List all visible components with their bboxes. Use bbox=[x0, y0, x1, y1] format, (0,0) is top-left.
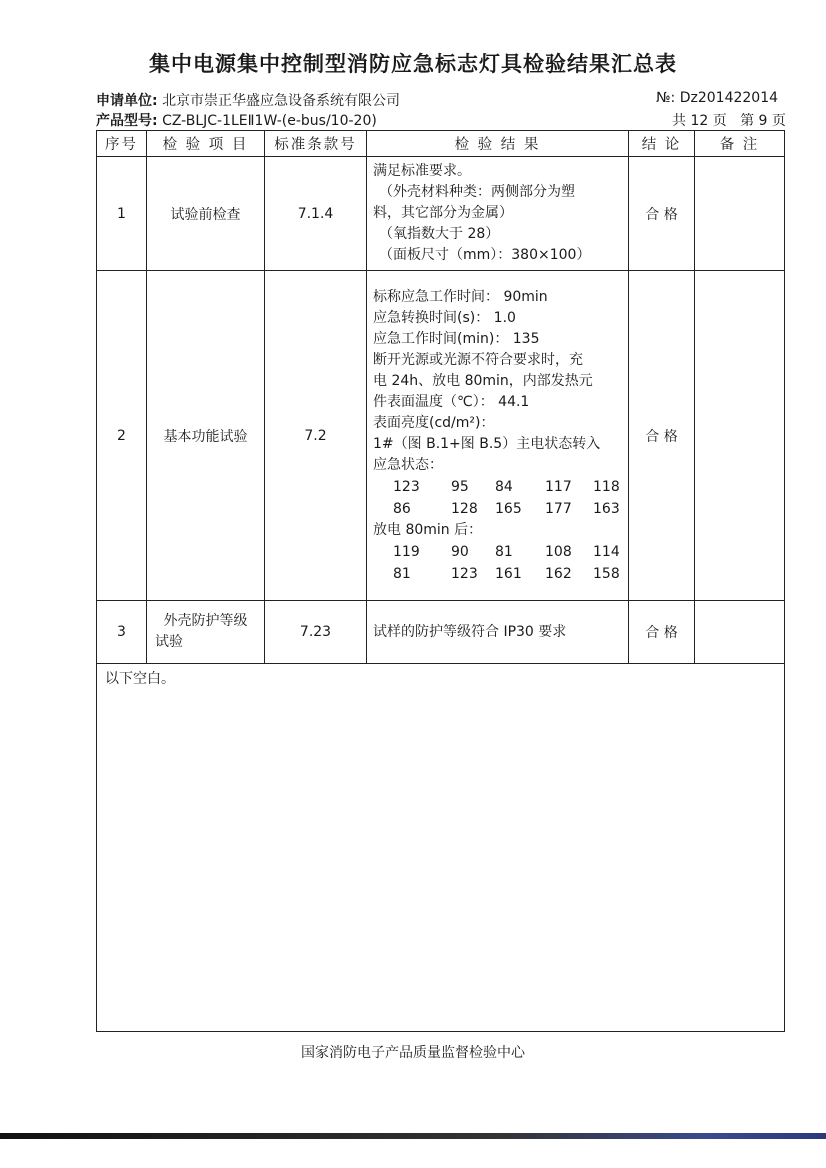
row-result bbox=[367, 271, 629, 601]
row-conclusion: 合 格 bbox=[629, 157, 695, 271]
model-line bbox=[96, 110, 377, 130]
luminance-value: 81 bbox=[495, 543, 513, 560]
col-header-result: 检 验 结 果 bbox=[367, 131, 629, 157]
row-no: 3 bbox=[97, 601, 147, 664]
luminance-value: 163 bbox=[593, 500, 620, 517]
luminance-value: 177 bbox=[545, 500, 572, 517]
row-clause: 7.23 bbox=[265, 601, 367, 664]
row-item: 基本功能试验 bbox=[147, 271, 265, 601]
luminance-values-before bbox=[373, 476, 622, 520]
luminance-value: 123 bbox=[451, 565, 478, 582]
row-result bbox=[367, 157, 629, 271]
row-clause: 7.1.4 bbox=[265, 157, 367, 271]
result-line: 表面亮度(cd/m²)： bbox=[373, 414, 495, 431]
row-result: 试样的防护等级符合 IP30 要求 bbox=[367, 601, 629, 664]
luminance-values-after bbox=[373, 541, 622, 585]
result-line: 1#（图 B.1+图 B.5）主电状态转入 bbox=[373, 435, 601, 452]
luminance-value: 117 bbox=[545, 478, 572, 495]
page-number: 第 9 页 bbox=[740, 113, 786, 129]
col-header-no: 序号 bbox=[97, 131, 147, 157]
row-no: 1 bbox=[97, 157, 147, 271]
luminance-value: 161 bbox=[495, 565, 522, 582]
result-line: 件表面温度（℃）： 44.1 bbox=[373, 393, 530, 410]
result-line: （外壳材料种类：两侧部分为塑 bbox=[379, 184, 575, 200]
table-row bbox=[97, 271, 785, 601]
luminance-value: 95 bbox=[451, 478, 469, 495]
luminance-value: 162 bbox=[545, 565, 572, 582]
col-header-clause: 标准条款号 bbox=[265, 131, 367, 157]
table-header-row bbox=[97, 131, 785, 157]
luminance-value: 165 bbox=[495, 500, 522, 517]
luminance-value: 128 bbox=[451, 500, 478, 517]
result-line: 标称应急工作时间： 90min bbox=[373, 288, 548, 305]
applicant-label: 申请单位: bbox=[96, 93, 158, 109]
row-conclusion: 合 格 bbox=[629, 601, 695, 664]
model-label: 产品型号: bbox=[96, 113, 158, 129]
result-line: 放电 80min 后： bbox=[373, 521, 483, 538]
luminance-value: 86 bbox=[393, 500, 411, 517]
luminance-value: 84 bbox=[495, 478, 513, 495]
result-line: （面板尺寸（mm）：380×100） bbox=[379, 247, 591, 263]
applicant-line bbox=[96, 90, 400, 110]
table-row bbox=[97, 601, 785, 664]
model-value: CZ-BLJC-1LEⅡ1W-(e-bus/10-20) bbox=[162, 113, 377, 129]
number-label: №: bbox=[656, 90, 676, 106]
result-line: 应急工作时间(min)： 135 bbox=[373, 330, 540, 347]
result-line: 满足标准要求。 bbox=[373, 163, 471, 179]
luminance-value: 119 bbox=[393, 543, 420, 560]
col-header-remark: 备 注 bbox=[695, 131, 785, 157]
col-header-conclusion: 结 论 bbox=[629, 131, 695, 157]
table-row bbox=[97, 157, 785, 271]
page-total: 共 12 页 bbox=[672, 113, 727, 129]
bottom-scan-bar bbox=[0, 1133, 826, 1139]
luminance-value: 90 bbox=[451, 543, 469, 560]
row-no: 2 bbox=[97, 271, 147, 601]
document-title: 集中电源集中控制型消防应急标志灯具检验结果汇总表 bbox=[149, 52, 677, 76]
issuing-organization: 国家消防电子产品质量监督检验中心 bbox=[301, 1045, 525, 1061]
result-line: 料，其它部分为金属） bbox=[373, 205, 513, 221]
row-remark bbox=[695, 157, 785, 271]
luminance-value: 81 bbox=[393, 565, 411, 582]
luminance-value: 158 bbox=[593, 565, 620, 582]
luminance-value: 108 bbox=[545, 543, 572, 560]
result-line: （氧指数大于 28） bbox=[379, 226, 500, 242]
row-item bbox=[147, 601, 265, 664]
row-item-line: 试验 bbox=[155, 634, 183, 650]
row-item-line: 外壳防护等级 bbox=[163, 613, 248, 629]
result-line: 应急转换时间(s)： 1.0 bbox=[373, 309, 516, 326]
report-number: Dz201422014 bbox=[679, 90, 779, 106]
result-line: 电 24h、放电 80min，内部发热元 bbox=[373, 372, 593, 389]
applicant-name: 北京市崇正华盛应急设备系统有限公司 bbox=[162, 93, 401, 109]
row-clause: 7.2 bbox=[265, 271, 367, 601]
blank-area-row bbox=[97, 664, 785, 1032]
col-header-item: 检 验 项 目 bbox=[147, 131, 265, 157]
row-remark bbox=[695, 601, 785, 664]
row-item: 试验前检查 bbox=[147, 157, 265, 271]
row-remark bbox=[695, 271, 785, 601]
row-conclusion: 合 格 bbox=[629, 271, 695, 601]
page-info bbox=[672, 110, 786, 130]
result-line: 断开光源或光源不符合要求时，充 bbox=[373, 351, 583, 368]
blank-note: 以下空白。 bbox=[97, 664, 785, 1032]
luminance-value: 123 bbox=[393, 478, 420, 495]
results-table bbox=[96, 130, 785, 1032]
report-number-line bbox=[656, 90, 778, 106]
luminance-value: 118 bbox=[593, 478, 620, 495]
result-line: 应急状态： bbox=[373, 456, 443, 473]
luminance-value: 114 bbox=[593, 543, 620, 560]
